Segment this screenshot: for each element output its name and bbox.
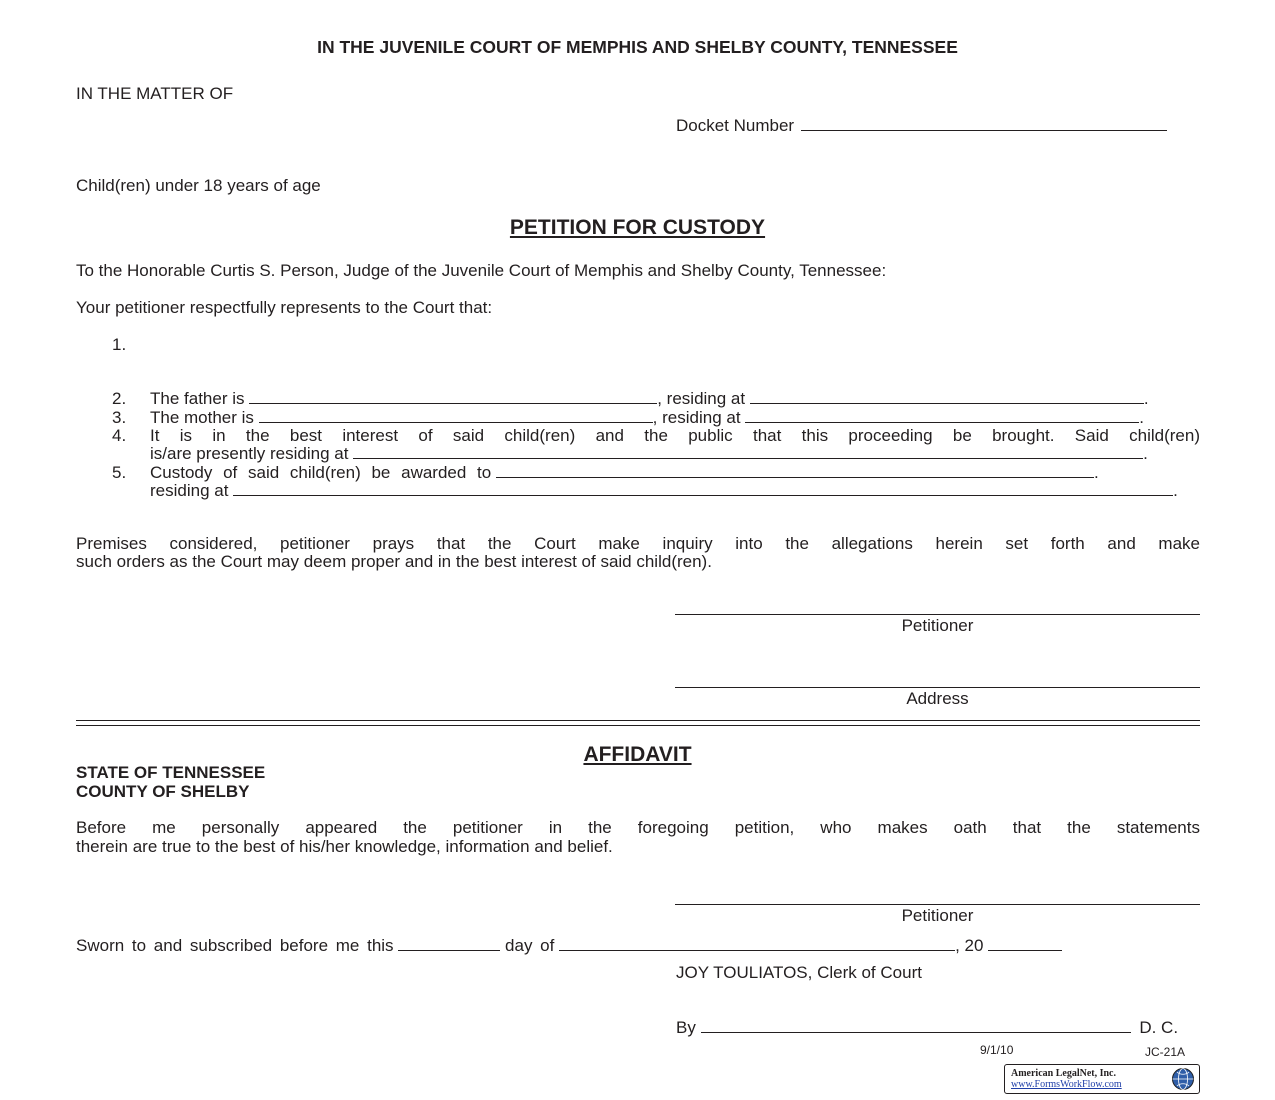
oath-line-2: therein are true to the best of his/her knowledge, information and belief. <box>76 837 613 856</box>
form-code: JC-21A <box>1145 1045 1186 1059</box>
father-name-field[interactable] <box>249 389 657 404</box>
item-4-line-1: It is in the best interest of said child(ren) and the public that this proceeding be brought. Said child(ren) <box>150 426 1200 445</box>
affidavit-petitioner-label: Petitioner <box>901 906 974 925</box>
custody-awardee-field[interactable] <box>496 463 1094 478</box>
day-of-label: day of <box>505 936 555 955</box>
sworn-year-field[interactable] <box>988 936 1062 951</box>
petitioner-signature-line[interactable] <box>675 614 1200 615</box>
prayer-line-1: Premises considered, petitioner prays that the Court make inquiry into the allegations herein set forth and make <box>76 534 1200 553</box>
father-address-field[interactable] <box>750 389 1144 404</box>
deputy-clerk-signature-field[interactable] <box>701 1018 1131 1033</box>
docket-number-row <box>676 116 1167 136</box>
year-prefix-label: , 20 <box>955 936 984 955</box>
logo-url[interactable]: www.FormsWorkFlow.com <box>1011 1079 1122 1090</box>
state-label: STATE OF TENNESSEE <box>76 763 266 782</box>
item-4-number: 4. <box>112 426 127 445</box>
awardee-address-field[interactable] <box>233 481 1173 496</box>
item-1-number: 1. <box>112 335 127 354</box>
custody-label: Custody of said child(ren) be awarded to <box>150 463 492 482</box>
mother-address-field[interactable] <box>745 408 1139 423</box>
mother-residing-label: , residing at <box>652 408 741 427</box>
item-2-number: 2. <box>112 389 127 408</box>
by-row <box>676 1018 1178 1038</box>
item-5-line-2 <box>150 481 1178 501</box>
logo-name: American LegalNet, Inc. <box>1011 1068 1116 1079</box>
globe-icon <box>1171 1067 1195 1091</box>
docket-label: Docket Number <box>676 116 795 135</box>
item-mother <box>150 408 1144 428</box>
residing-label: is/are presently residing at <box>150 444 349 463</box>
divider-top <box>76 720 1200 721</box>
petitioner-label: Petitioner <box>901 616 974 635</box>
dc-label: D. C. <box>1139 1018 1179 1037</box>
sworn-row <box>76 936 1062 956</box>
address-signature-line[interactable] <box>675 687 1200 688</box>
court-title: IN THE JUVENILE COURT OF MEMPHIS AND SHELBY COUNTY, TENNESSEE <box>317 37 958 57</box>
address-label: Address <box>906 689 969 708</box>
item-3-number: 3. <box>112 408 127 427</box>
item-5-line-1 <box>150 463 1099 483</box>
divider-bottom <box>76 725 1200 726</box>
period: . <box>1143 389 1149 408</box>
affidavit-petitioner-signature-line[interactable] <box>675 904 1200 905</box>
american-legalnet-logo[interactable] <box>1004 1064 1200 1094</box>
sworn-label: Sworn to and subscribed before me this <box>76 936 394 955</box>
matter-label: IN THE MATTER OF <box>76 84 234 103</box>
clerk-name: JOY TOULIATOS, Clerk of Court <box>676 963 922 982</box>
docket-number-field[interactable] <box>801 116 1167 131</box>
awardee-residing-label: residing at <box>150 481 229 500</box>
mother-name-field[interactable] <box>259 408 653 423</box>
sworn-day-field[interactable] <box>398 936 500 951</box>
item-5-number: 5. <box>112 463 127 482</box>
affidavit-title: AFFIDAVIT <box>583 743 692 766</box>
period: . <box>1143 444 1148 463</box>
period: . <box>1173 481 1178 500</box>
petition-title: PETITION FOR CUSTODY <box>509 216 766 239</box>
father-label: The father is <box>150 389 245 408</box>
oath-line-1: Before me personally appeared the petitioner in the foregoing petition, who makes oath that the statements <box>76 818 1200 837</box>
item-4-line-2 <box>150 444 1148 464</box>
period: . <box>1139 408 1145 427</box>
child-residence-field[interactable] <box>353 444 1143 459</box>
period: . <box>1093 463 1099 482</box>
petition-intro: Your petitioner respectfully represents to the Court that: <box>76 298 493 317</box>
salutation: To the Honorable Curtis S. Person, Judge of the Juvenile Court of Memphis and Shelby County, Tennessee: <box>76 261 887 280</box>
mother-label: The mother is <box>150 408 254 427</box>
children-label: Child(ren) under 18 years of age <box>76 176 321 195</box>
item-father <box>150 389 1149 409</box>
county-label: COUNTY OF SHELBY <box>76 782 250 801</box>
father-residing-label: , residing at <box>657 389 746 408</box>
sworn-month-field[interactable] <box>559 936 955 951</box>
prayer-line-2: such orders as the Court may deem proper and in the best interest of said child(ren). <box>76 552 712 571</box>
form-date: 9/1/10 <box>980 1043 1014 1057</box>
by-label: By <box>676 1018 696 1037</box>
